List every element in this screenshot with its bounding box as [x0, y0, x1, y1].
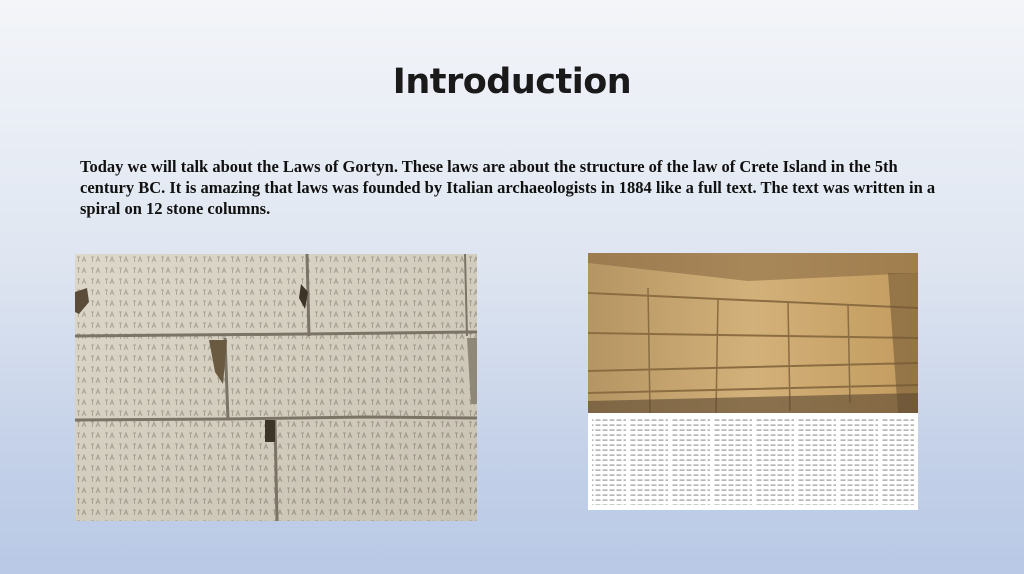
gortyn-code-wall-image [588, 253, 918, 510]
inscribed-stone-wall-image [75, 254, 477, 521]
slide-body-text: Today we will talk about the Laws of Gortyn. These laws are about the structure of the law of Crete Island in the 5th century BC. It is amazing that laws was founded by Italian archaeologists in 1884 like a full text. The text was written in a spiral on 12 stone columns. [80, 157, 936, 218]
slide-title: Introduction [392, 62, 632, 102]
